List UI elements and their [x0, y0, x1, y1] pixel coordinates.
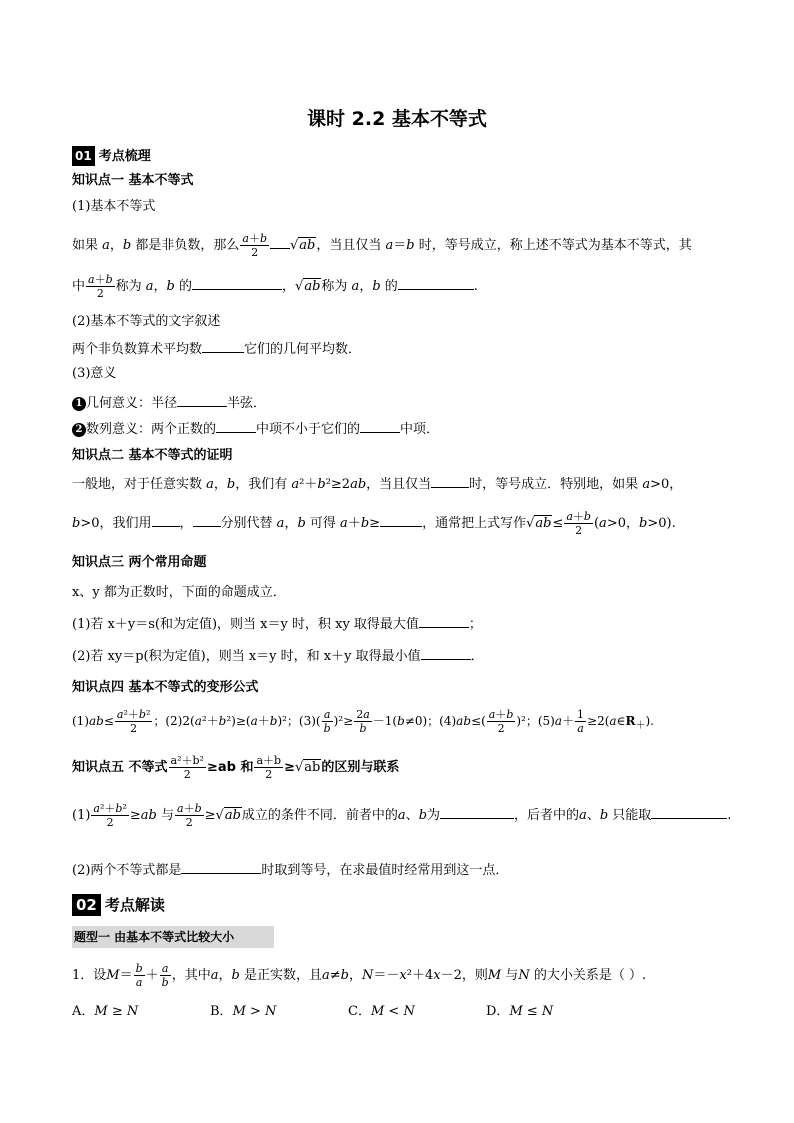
option-d[interactable]: D．M ≤ N: [486, 1004, 554, 1019]
kp1-subheading-1: (1)基本不等式: [72, 199, 156, 214]
kp1-geometric-meaning: 1 几何意义：半径 半弦．: [72, 393, 266, 413]
answer-blank[interactable]: [181, 860, 261, 874]
kp1-definition-line-1: 如果 a，b 都是非负数，那么 $\frac{a+b}{2}$ √ab，当且仅当 a＝b 时，等号成立，称上述不等式为基本不等式，其: [72, 232, 692, 259]
kp1-definition-line-2: 中 $\frac{a+b}{2}$ 称为 a，b 的 ，√ab称为 a，b 的 .: [72, 273, 478, 300]
kp5-line-1: (1) $\frac{\text{a²＋b²}}{2}$ ≥ab 与 $\frac{a+b}{2}$ ≥√ab成立的条件不同．前者中的a、b为 ，后者中的a、b 只能取 .: [72, 802, 732, 829]
question-type-1: 题型一 由基本不等式比较大小: [72, 926, 274, 948]
answer-blank[interactable]: [193, 513, 221, 527]
kp1-text-statement: 两个非负数算术平均数 它们的几何平均数．: [72, 339, 361, 359]
kp3-intro: x、y 都为正数时，下面的命题成立．: [72, 585, 286, 600]
knowledge-point-5-heading: 知识点五 不等式 $\frac{\text{a²＋b²}}{2}$ ≥ab 和 $\frac{a+b}{2}$ ≥√ab的区别与联系: [72, 754, 400, 781]
circled-number-1-icon: 1: [72, 397, 86, 411]
fraction-mean: $\frac{a+b}{2}$: [88, 273, 113, 300]
answer-blank[interactable]: [270, 235, 290, 249]
section-header-2: [72, 894, 165, 916]
option-b[interactable]: B．M > N: [210, 1004, 277, 1019]
answer-blank[interactable]: [380, 513, 422, 527]
question-1: 1．设M＝ $\frac{b}{a}$ ＋ $\frac{a}{b}$ ，其中a，b 是正实数，且a≠b，N＝－x²＋4x－2，则M 与N 的大小关系是（ ）.: [72, 962, 647, 989]
answer-blank[interactable]: [360, 419, 400, 433]
kp2-line-2: b>0，我们用 ， 分别代替 a，b 可得 a＋b≥ ，通常把上式写作√ab≤ $\frac{a+b}{2}$ (a>0，b>0).: [72, 510, 676, 537]
kp2-line-1: 一般地，对于任意实数 a，b，我们有 a²＋b²≥2ab，当且仅当 时，等号成立．特别地，如果 a>0，: [72, 474, 682, 494]
kp4-formulas: (1)ab≤ $\frac{\text{a²＋b²}}{2}$ ；(2)2(a²＋b²)≥(a＋b)²；(3)( $\frac{a}{b}$ )²≥ $\frac{2a}{b}$ －1(b≠0)；(4)ab≤( $\frac{a+b}{2}$ )²；(5)a＋ $\frac{1}{a}$ $\ge 2(a\in R_+)$.: [72, 708, 654, 735]
option-a[interactable]: A．M ≥ N: [72, 1004, 139, 1019]
answer-blank[interactable]: [431, 474, 469, 488]
section-header-1: [72, 146, 151, 166]
sqrt-ab: √ab: [290, 238, 316, 253]
answer-blank[interactable]: [440, 805, 514, 819]
question-type-band: [72, 926, 274, 948]
knowledge-point-4-heading: 知识点四 基本不等式的变形公式: [72, 680, 259, 695]
page-title: 课时 2.2 基本不等式: [307, 108, 487, 130]
knowledge-point-2-heading: 知识点二 基本不等式的证明: [72, 448, 233, 463]
kp3-proposition-2: (2)若 xy＝p(积为定值)，则当 x＝y 时，和 x＋y 取得最小值 ．: [72, 646, 484, 666]
kp5-line-2: (2)两个不等式都是 时取到等号，在求最值时经常用到这一点．: [72, 860, 508, 880]
section-label: 考点梳理: [98, 149, 151, 164]
fraction-mean: $\frac{a+b}{2}$: [242, 232, 267, 259]
section-number: 02: [72, 894, 101, 916]
sqrt-ab: √ab: [295, 279, 321, 294]
answer-blank[interactable]: [398, 276, 474, 290]
answer-blank[interactable]: [216, 419, 256, 433]
answer-blank[interactable]: [651, 805, 727, 819]
section-number: 01: [72, 146, 95, 166]
kp1-sequence-meaning: 2 数列意义：两个正数的 中项不小于它们的 中项．: [72, 419, 439, 439]
answer-blank[interactable]: [202, 339, 244, 353]
kp1-subheading-3: (3)意义: [72, 366, 117, 381]
sqrt-ab: √ab: [526, 516, 552, 531]
circled-number-2-icon: 2: [72, 423, 86, 437]
kp1-subheading-2: (2)基本不等式的文字叙述: [72, 314, 221, 329]
kp3-proposition-1: (1)若 x＋y＝s(和为定值)，则当 x＝y 时，积 xy 取得最大值 ；: [72, 614, 482, 634]
answer-blank[interactable]: [152, 513, 180, 527]
knowledge-point-1-heading: 知识点一 基本不等式: [72, 173, 194, 188]
answer-blank[interactable]: [419, 614, 469, 628]
answer-blank[interactable]: [421, 646, 471, 660]
fraction-mean: $\frac{a+b}{2}$: [566, 510, 591, 537]
option-c[interactable]: C．M < N: [348, 1004, 415, 1019]
answer-blank[interactable]: [192, 276, 282, 290]
knowledge-point-3-heading: 知识点三 两个常用命题: [72, 555, 207, 570]
answer-blank[interactable]: [177, 393, 227, 407]
section-label: 考点解读: [104, 896, 165, 914]
